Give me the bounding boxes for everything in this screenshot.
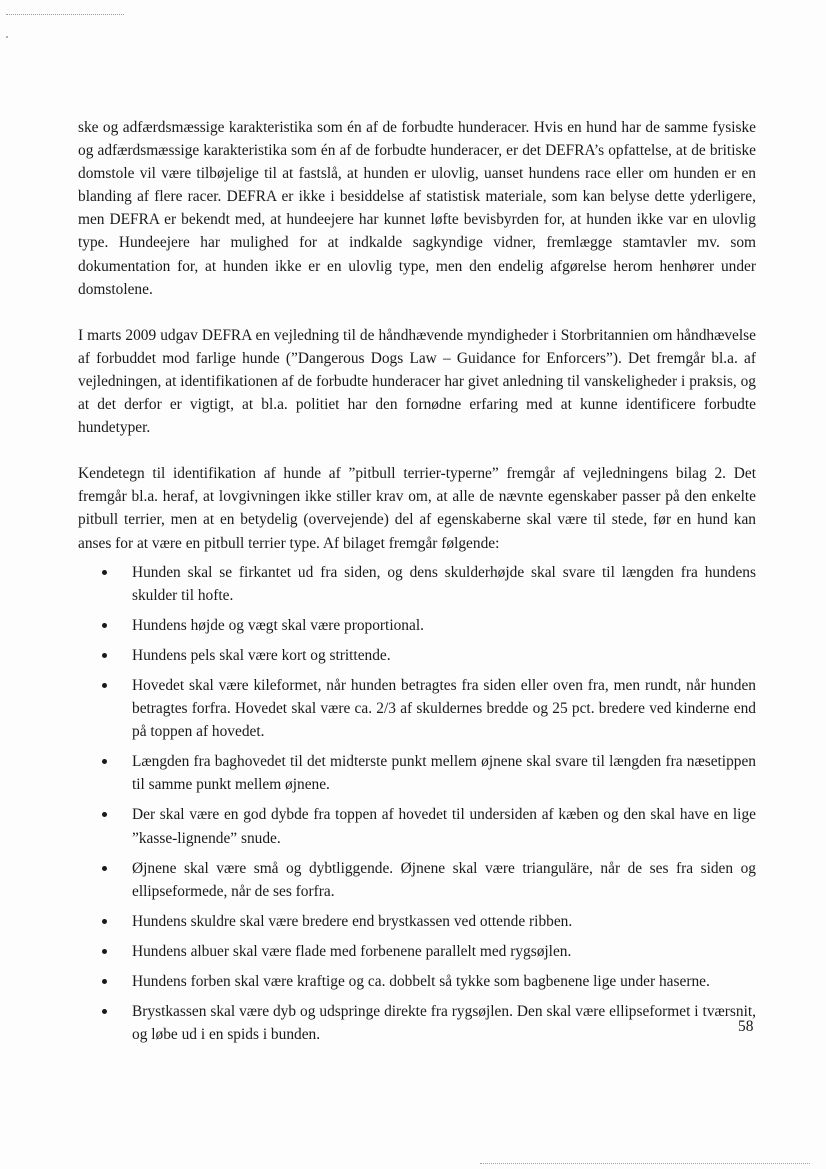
list-item xyxy=(78,674,756,743)
list-item-text: Hundens højde og vægt skal være proportional. xyxy=(132,616,424,634)
bullet-icon xyxy=(102,683,107,688)
bullet-icon xyxy=(102,570,107,575)
list-item xyxy=(78,561,756,607)
paragraph-defra-guidance: I marts 2009 udgav DEFRA en vejledning til de håndhævende myndigheder i Storbritannien om håndhævelse af forbuddet mod farlige hunde (”Dangerous Dogs Law – Guidance for Enforcers”). Det fremgår bl.a. af vejledningen, at identifikationen af de forbudte hunderacer har givet anledning til vanskeligheder i praksis, og at det derfor er vigtigt, at bl.a. politiet har den fornødne erfaring med at kunne identificere forbudte hundetyper. xyxy=(78,326,756,437)
list-item xyxy=(78,970,756,993)
paragraph-continuation: ske og adfærdsmæssige karakteristika som én af de forbudte hunderacer. Hvis en hund har de samme fysiske og adfærdsmæssige karakteristika som én af de forbudte hunderacer, er det DEFRA’s opfattelse, at de britiske domstole vil være tilbøjelige til at fastslå, at hunden er ulovlig, uanset hundens race eller om hunden er en blanding af flere racer. DEFRA er ikke i besiddelse af statistisk materiale, som kan belyse dette yderligere, men DEFRA er bekendt med, at hundeejere har kunnet løfte bevisbyrden for, at hunden ikke var en ulovlig type. Hundeejere har mulighed for at indkalde sagkyndige vidner, fremlægge stamtavler mv. som dokumentation for, at hunden ikke er en ulovlig type, men den endelig afgørelse herom henhører under domstolene. xyxy=(78,119,756,298)
list-item-text: Øjnene skal være små og dybtliggende. Øjnene skal være trianguläre, når de ses fra siden og ellipseformede, når de ses forfra. xyxy=(132,859,756,900)
bullet-icon xyxy=(102,812,107,817)
list-item-text: Hundens albuer skal være flade med forbenene parallelt med rygsøjlen. xyxy=(132,942,572,960)
bullet-icon xyxy=(102,1009,107,1014)
bullet-icon xyxy=(102,866,107,871)
list-item-text: Længden fra baghovedet til det midterste punkt mellem øjnene skal svare til længden fra næsetippen til samme punkt mellem øjnene. xyxy=(132,753,756,794)
list-item-text: Hundens forben skal være kraftige og ca. dobbelt så tykke som bagbenene lige under haserne. xyxy=(132,973,710,990)
list-item xyxy=(78,644,756,667)
scan-artifact-bottom xyxy=(480,1163,810,1164)
bullet-icon xyxy=(102,759,107,764)
page-number: 58 xyxy=(738,1018,754,1035)
bullet-icon xyxy=(102,949,107,954)
list-item-text: Hunden skal se firkantet ud fra siden, og dens skulderhøjde skal svare til længden fra hundens skulder til hofte. xyxy=(132,563,756,604)
list-item-text: Hundens skuldre skal være bredere end brystkassen ved ottende ribben. xyxy=(132,912,573,930)
bullet-icon xyxy=(102,653,107,658)
bullet-icon xyxy=(102,979,107,984)
scan-artifact-top xyxy=(6,14,124,15)
list-item-text: Brystkassen skal være dyb og udspringe direkte fra rygsøjlen. Den skal være ellipseformet i tværsnit, og løbe ud i en spids i bunden. xyxy=(132,1003,756,1044)
list-item-text: Der skal være en god dybde fra toppen af hovedet til undersiden af kæben og den skal have en lige ”kasse-lignende” snude. xyxy=(132,806,756,847)
scan-artifact-dot xyxy=(6,36,8,38)
bullet-icon xyxy=(102,623,107,628)
list-item xyxy=(78,614,756,637)
list-item-text: Hundens pels skal være kort og strittende. xyxy=(132,646,391,664)
list-item xyxy=(78,940,756,963)
list-item xyxy=(78,857,756,903)
document-body xyxy=(78,116,756,1053)
characteristics-list xyxy=(78,561,756,1047)
list-item-text: Hovedet skal være kileformet, når hunden betragtes fra siden eller oven fra, men rundt, når hunden betragtes forfra. Hovedet skal være ca. 2/3 af skuldernes bredde og 25 pct. bredere ved kinderne end på toppen af hovedet. xyxy=(132,676,756,741)
list-item xyxy=(78,910,756,933)
list-item xyxy=(78,803,756,849)
list-item xyxy=(78,1000,756,1046)
paragraph-identification: Kendetegn til identifikation af hunde af ”pitbull terrier-typerne” fremgår af vejledningens bilag 2. Det fremgår bl.a. heraf, at lovgivningen ikke stiller krav om, at alle de nævnte egenskaber passer på den enkelte pitbull terrier, men at en betydelig (overvejende) del af egenskaberne skal være til stede, før en hund kan anses for at være en pitbull terrier type. Af bilaget fremgår følgende: xyxy=(78,465,756,552)
list-item xyxy=(78,750,756,796)
bullet-icon xyxy=(102,919,107,924)
